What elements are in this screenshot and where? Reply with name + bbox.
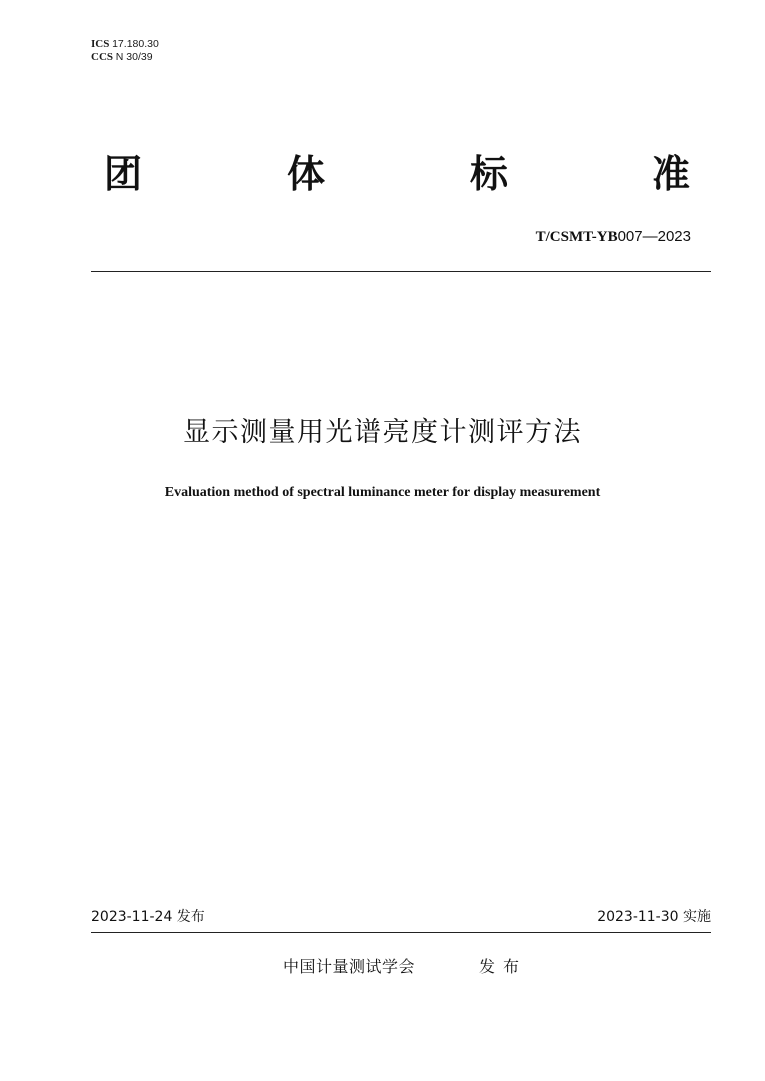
classification-codes bbox=[91, 38, 159, 64]
publish-label: 发布 bbox=[479, 957, 528, 976]
ics-value: 17.180.30 bbox=[112, 38, 159, 50]
standard-type-char-3: 标 bbox=[470, 152, 509, 196]
ics-label: ICS bbox=[91, 38, 110, 50]
standard-type-heading bbox=[104, 150, 698, 198]
ccs-code bbox=[91, 51, 159, 64]
standard-type-char-1: 团 bbox=[104, 152, 143, 196]
ics-code bbox=[91, 38, 159, 51]
standard-number-suffix: 007—2023 bbox=[617, 228, 691, 245]
standard-number-prefix: T/CSMT-YB bbox=[535, 229, 618, 245]
publish-date: 2023-11-24 发布 bbox=[91, 909, 205, 925]
publisher-name: 中国计量测试学会 bbox=[283, 957, 416, 976]
footer-divider bbox=[91, 932, 711, 933]
implementation-date: 2023-11-30 实施 bbox=[597, 909, 711, 925]
standard-type-char-4: 准 bbox=[652, 152, 691, 196]
header-divider bbox=[91, 271, 711, 272]
document-title-english: Evaluation method of spectral luminance meter for display measurement bbox=[164, 485, 601, 500]
standard-number bbox=[536, 226, 691, 247]
document-title-chinese: 显示测量用光谱亮度计测评方法 bbox=[183, 417, 582, 448]
standard-type-char-2: 体 bbox=[287, 152, 326, 196]
ccs-value: N 30/39 bbox=[115, 51, 153, 63]
ccs-label: CCS bbox=[91, 51, 114, 63]
